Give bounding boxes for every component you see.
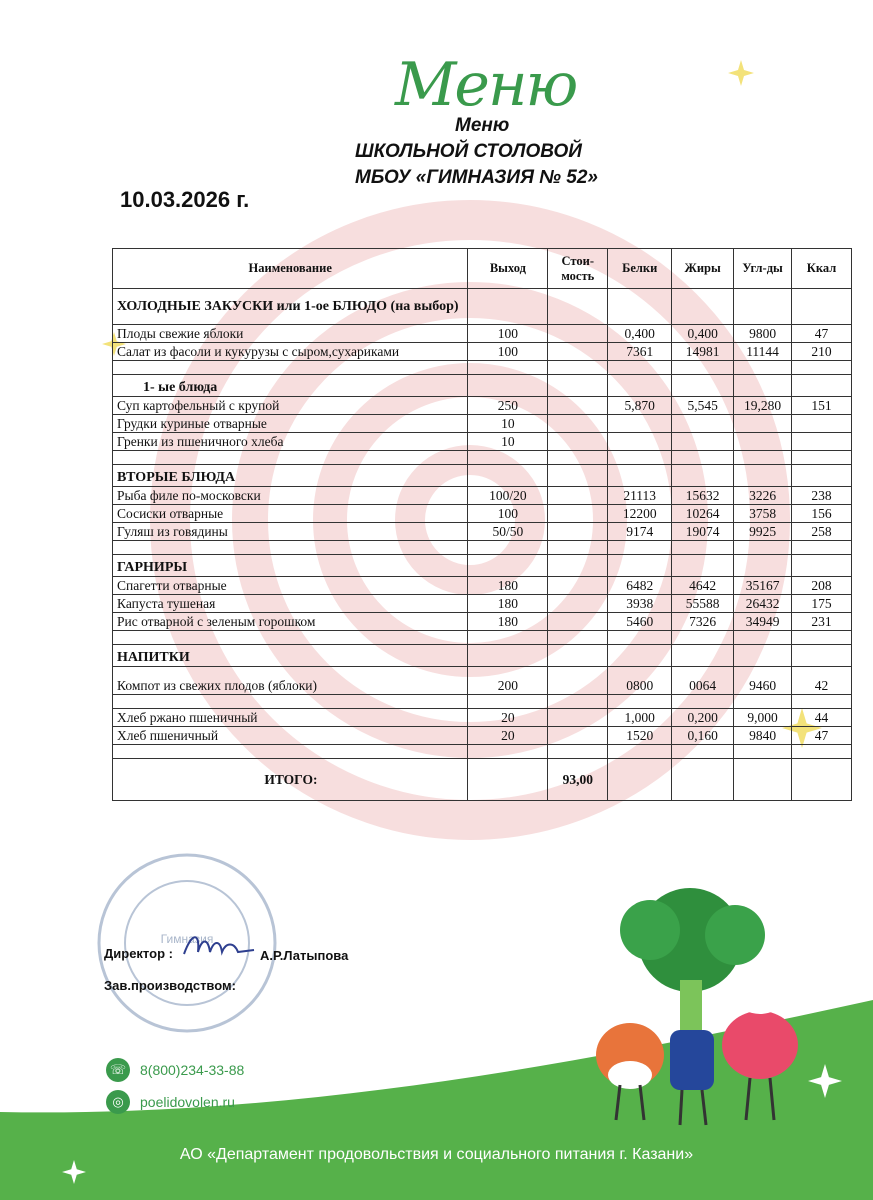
section-first: 1- ые блюда (113, 375, 468, 397)
table-row: Компот из свежих плодов (яблоки) 200 0800 0064 9460 42 (113, 667, 852, 695)
table-row: Гуляш из говядины 50/50 9174 19074 9925 258 (113, 523, 852, 541)
header-kcal: Ккал (792, 249, 852, 289)
section-drinks: НАПИТКИ (113, 645, 468, 667)
title-canteen: ШКОЛЬНОЙ СТОЛОВОЙ (355, 141, 582, 162)
header-fat: Жиры (672, 249, 734, 289)
footer-organization: АО «Департамент продовольствия и социального питания г. Казани» (179, 1146, 694, 1163)
table-row: Хлеб пшеничный 20 1520 0,160 9840 47 (113, 727, 852, 745)
sparkle-icon (728, 60, 754, 86)
title-menu: Меню (455, 115, 510, 136)
phone-number: 8(800)234-33-88 (140, 1062, 245, 1078)
spacer-row (113, 541, 852, 555)
sparkle-icon (808, 1064, 842, 1098)
phone-contact (106, 1058, 244, 1082)
spacer-row (113, 695, 852, 709)
director-label: Директор : (104, 946, 173, 961)
globe-icon: ◎ (106, 1090, 130, 1114)
total-value: 93,00 (548, 759, 608, 801)
table-row: Спагетти отварные 180 6482 4642 35167 208 (113, 577, 852, 595)
title-school: МБОУ «ГИМНАЗИЯ № 52» (355, 167, 598, 188)
menu-logo: Меню (395, 50, 577, 120)
table-row: Капуста тушеная 180 3938 55588 26432 175 (113, 595, 852, 613)
menu-date: 10.03.2026 г. (120, 187, 250, 212)
website-link[interactable]: poelidovolen.ru (140, 1094, 235, 1110)
director-signature (178, 926, 258, 966)
header-cost: Стои-мость (548, 249, 608, 289)
table-row: Рыба филе по-московски 100/20 21113 15632 3226 238 (113, 487, 852, 505)
section-garnish: ГАРНИРЫ (113, 555, 468, 577)
production-label: Зав.производством: (104, 978, 236, 993)
total-label: ИТОГО: (113, 759, 468, 801)
phone-icon: ☏ (106, 1058, 130, 1082)
website-contact (106, 1090, 235, 1114)
section-row (113, 465, 852, 487)
section-cold: ХОЛОДНЫЕ ЗАКУСКИ или 1-ое БЛЮДО (на выбор) (113, 289, 468, 325)
table-header-row (113, 249, 852, 289)
table-row: Гренки из пшеничного хлеба 10 (113, 433, 852, 451)
header-name: Наименование (113, 249, 468, 289)
section-row (113, 645, 852, 667)
stamp-text: Гимназия (160, 932, 214, 946)
table-row: Хлеб ржано пшеничный 20 1,000 0,200 9,000 44 (113, 709, 852, 727)
spacer-row (113, 361, 852, 375)
spacer-row (113, 745, 852, 759)
section-second: ВТОРЫЕ БЛЮДА (113, 465, 468, 487)
section-row (113, 289, 852, 325)
section-row (113, 555, 852, 577)
table-row: Плоды свежие яблоки 100 0,400 0,400 9800 47 (113, 325, 852, 343)
table-row: Рис отварной с зеленым горошком 180 5460 7326 34949 231 (113, 613, 852, 631)
director-name: А.Р.Латыпова (260, 948, 349, 963)
table-row: Салат из фасоли и кукурузы с сыром,сухариками 100 7361 14981 11144 210 (113, 343, 852, 361)
header-protein: Белки (608, 249, 672, 289)
spacer-row (113, 451, 852, 465)
table-row: Грудки куриные отварные 10 (113, 415, 852, 433)
table-row: Сосиски отварные 100 12200 10264 3758 156 (113, 505, 852, 523)
section-row (113, 375, 852, 397)
menu-table (112, 248, 852, 801)
header-output: Выход (468, 249, 548, 289)
header-carbs: Угл-ды (734, 249, 792, 289)
total-row (113, 759, 852, 801)
table-row: Суп картофельный с крупой 250 5,870 5,545 19,280 151 (113, 397, 852, 415)
spacer-row (113, 631, 852, 645)
